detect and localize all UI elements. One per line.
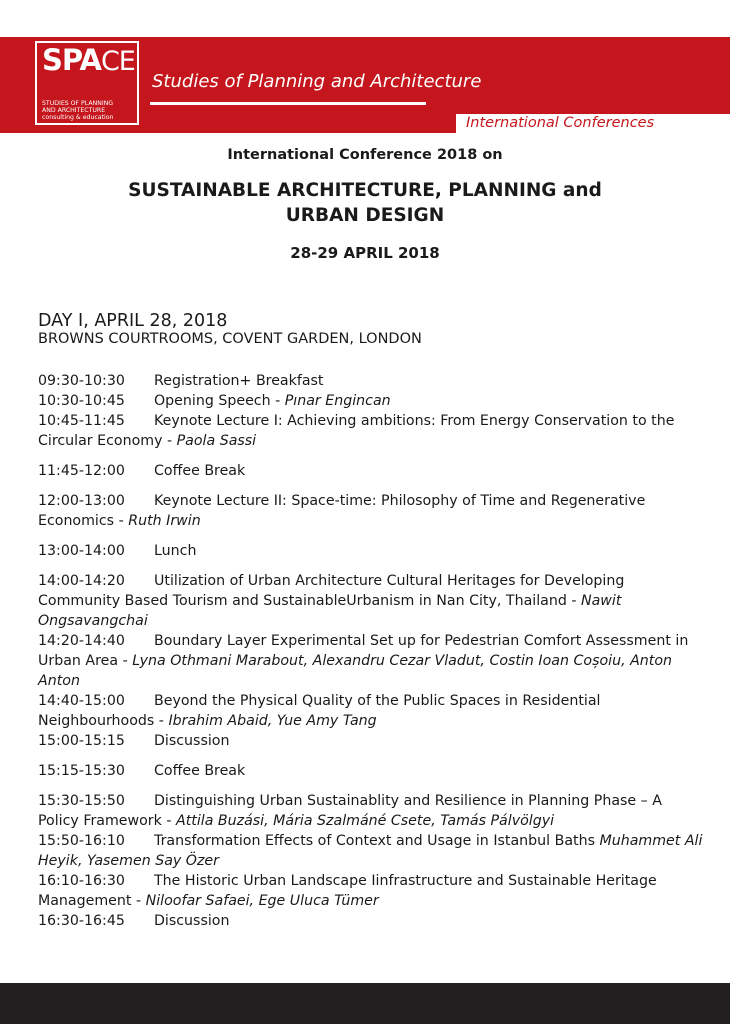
session-separator: - [131, 893, 146, 909]
schedule-item [38, 911, 703, 931]
brand-name: Studies of Planning and Architecture [152, 71, 482, 92]
session-separator: - [566, 593, 581, 609]
session-title: Registration+ Breakfast [154, 373, 324, 389]
session-time: 10:45-11:45 [38, 413, 125, 429]
schedule-list [38, 371, 703, 931]
session-title: Keynote Lecture I: Achieving ambitions: From Energy Conservation to the Circular Economy [38, 413, 675, 449]
session-authors: Pınar Engincan [284, 393, 391, 409]
space-logo [35, 41, 139, 125]
session-separator: - [162, 433, 177, 449]
schedule-item [38, 541, 703, 561]
session-authors: Nawit Ongsavangchai [38, 593, 622, 629]
session-authors: Lyna Othmani Marabout, Alexandru Cezar Vladut, Costin Ioan Coșoiu, Anton Anton [38, 653, 673, 689]
session-title: Lunch [154, 543, 197, 559]
section-label: International Conferences [466, 115, 655, 131]
session-authors: Attila Buzási, Mária Szalmáné Csete, Tamás Pálvölgyi [176, 813, 555, 829]
header-divider [150, 102, 426, 105]
schedule-item [38, 731, 703, 751]
session-authors: Muhammet Ali Heyik, Yasemen Say Özer [38, 833, 703, 869]
session-time: 15:00-15:15 [38, 733, 125, 749]
schedule-gap [38, 481, 703, 491]
session-title: Discussion [154, 733, 230, 749]
session-title: The Historic Urban Landscape Iinfrastructure and Sustainable Heritage Management [38, 873, 657, 909]
session-title: Keynote Lecture II: Space-time: Philosophy of Time and Regenerative Economics [38, 493, 646, 529]
schedule-item [38, 791, 703, 831]
session-time: 09:30-10:30 [38, 373, 125, 389]
conference-title: SUSTAINABLE ARCHITECTURE, PLANNING and URBAN DESIGN [128, 180, 602, 226]
schedule-gap [38, 561, 703, 571]
session-authors: Ibrahim Abaid, Yue Amy Tang [168, 713, 377, 729]
schedule-item [38, 571, 703, 631]
session-title: Coffee Break [154, 463, 246, 479]
session-time: 13:00-14:00 [38, 543, 125, 559]
schedule-gap [38, 451, 703, 461]
session-title: Opening Speech [154, 393, 271, 409]
session-separator: - [161, 813, 176, 829]
schedule-gap [38, 531, 703, 541]
schedule-item [38, 871, 703, 911]
schedule-item [38, 691, 703, 731]
session-time: 14:40-15:00 [38, 693, 125, 709]
logo-wordmark: SPACE [42, 43, 135, 77]
session-time: 15:15-15:30 [38, 763, 125, 779]
day-heading: DAY I, APRIL 28, 2018 [38, 311, 228, 331]
schedule-item [38, 761, 703, 781]
schedule-item [38, 411, 703, 451]
schedule-item [38, 831, 703, 871]
session-title: Discussion [154, 913, 230, 929]
conference-subtitle: International Conference 2018 on [227, 147, 503, 163]
session-title: Coffee Break [154, 763, 246, 779]
schedule-item [38, 491, 703, 531]
session-time: 14:00-14:20 [38, 573, 125, 589]
session-time: 15:30-15:50 [38, 793, 125, 809]
session-authors: Niloofar Safaei, Ege Uluca Tümer [145, 893, 379, 909]
session-separator: - [118, 653, 133, 669]
session-time: 16:10-16:30 [38, 873, 125, 889]
footer-bar [0, 983, 730, 1024]
logo-tagline: STUDIES OF PLANNING AND ARCHITECTURE consulting & education [42, 100, 114, 121]
schedule-item [38, 391, 703, 411]
venue: BROWNS COURTROOMS, COVENT GARDEN, LONDON [38, 331, 422, 347]
session-title: Beyond the Physical Quality of the Public Spaces in Residential Neighbourhoods [38, 693, 601, 729]
session-title: Utilization of Urban Architecture Cultural Heritages for Developing Community Based Tourism and SustainableUrbanism in Nan City, Thailand [38, 573, 625, 609]
session-time: 15:50-16:10 [38, 833, 125, 849]
schedule-item [38, 461, 703, 481]
session-separator: - [154, 713, 169, 729]
session-time: 11:45-12:00 [38, 463, 125, 479]
session-time: 14:20-14:40 [38, 633, 125, 649]
schedule-item [38, 371, 703, 391]
schedule-gap [38, 751, 703, 761]
session-title: Transformation Effects of Context and Usage in Istanbul Baths [154, 833, 595, 849]
session-separator: - [114, 513, 129, 529]
session-title: Distinguishing Urban Sustainablity and Resilience in Planning Phase – A Policy Framework [38, 793, 662, 829]
schedule-gap [38, 781, 703, 791]
session-authors: Ruth Irwin [128, 513, 201, 529]
schedule-item [38, 631, 703, 691]
session-time: 12:00-13:00 [38, 493, 125, 509]
conference-dates: 28-29 APRIL 2018 [290, 244, 440, 262]
session-separator: - [270, 393, 285, 409]
session-title: Boundary Layer Experimental Set up for Pedestrian Comfort Assessment in Urban Area [38, 633, 689, 669]
session-time: 16:30-16:45 [38, 913, 125, 929]
session-authors: Paola Sassi [176, 433, 257, 449]
session-time: 10:30-10:45 [38, 393, 125, 409]
